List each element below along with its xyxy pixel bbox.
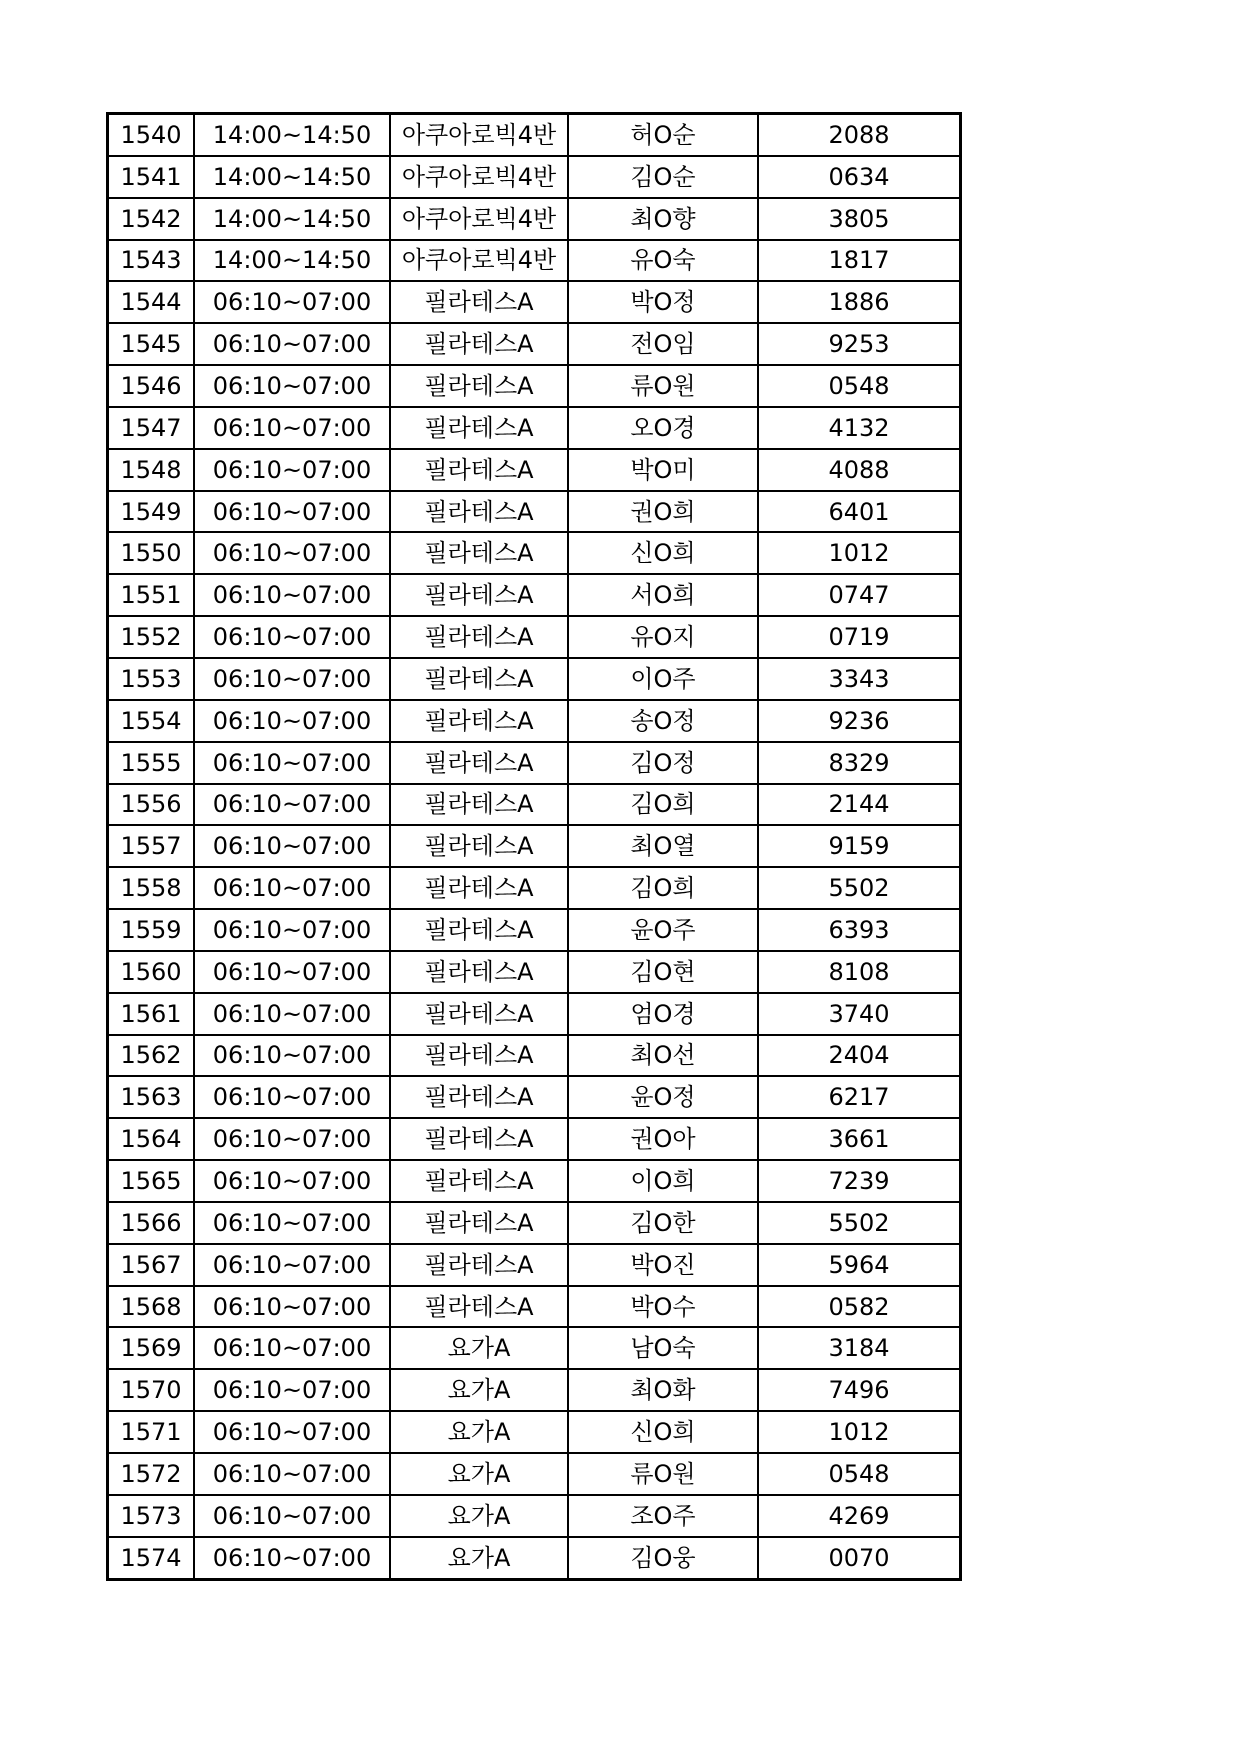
cell-class: 요가A xyxy=(390,1453,568,1495)
registration-table-container xyxy=(106,112,962,1581)
cell-code: 0548 xyxy=(758,1453,961,1495)
table-row xyxy=(108,1453,961,1495)
cell-number: 1561 xyxy=(108,993,195,1035)
cell-time: 06:10~07:00 xyxy=(194,1495,390,1537)
cell-code: 0582 xyxy=(758,1286,961,1328)
registration-table xyxy=(106,112,962,1581)
cell-class: 아쿠아로빅4반 xyxy=(390,240,568,282)
table-row xyxy=(108,114,961,156)
cell-name: 남O숙 xyxy=(568,1327,758,1369)
cell-number: 1551 xyxy=(108,574,195,616)
table-row xyxy=(108,658,961,700)
cell-name: 신O희 xyxy=(568,1411,758,1453)
cell-number: 1558 xyxy=(108,867,195,909)
cell-number: 1554 xyxy=(108,700,195,742)
cell-class: 필라테스A xyxy=(390,281,568,323)
cell-code: 6393 xyxy=(758,909,961,951)
cell-name: 김O한 xyxy=(568,1202,758,1244)
cell-code: 0070 xyxy=(758,1537,961,1579)
cell-name: 김O정 xyxy=(568,742,758,784)
cell-name: 김O희 xyxy=(568,867,758,909)
cell-name: 송O정 xyxy=(568,700,758,742)
cell-code: 3661 xyxy=(758,1118,961,1160)
table-row xyxy=(108,784,961,826)
cell-number: 1543 xyxy=(108,240,195,282)
cell-number: 1550 xyxy=(108,532,195,574)
cell-number: 1548 xyxy=(108,449,195,491)
cell-code: 3184 xyxy=(758,1327,961,1369)
cell-code: 0548 xyxy=(758,365,961,407)
cell-name: 최O화 xyxy=(568,1369,758,1411)
table-row xyxy=(108,1035,961,1077)
cell-class: 필라테스A xyxy=(390,867,568,909)
cell-class: 필라테스A xyxy=(390,574,568,616)
cell-time: 06:10~07:00 xyxy=(194,951,390,993)
table-row xyxy=(108,240,961,282)
cell-code: 9159 xyxy=(758,825,961,867)
cell-number: 1566 xyxy=(108,1202,195,1244)
cell-name: 박O진 xyxy=(568,1244,758,1286)
cell-code: 1012 xyxy=(758,1411,961,1453)
cell-name: 박O정 xyxy=(568,281,758,323)
cell-class: 아쿠아로빅4반 xyxy=(390,114,568,156)
table-row xyxy=(108,1160,961,1202)
cell-time: 06:10~07:00 xyxy=(194,825,390,867)
cell-class: 요가A xyxy=(390,1369,568,1411)
cell-name: 류O원 xyxy=(568,365,758,407)
cell-class: 필라테스A xyxy=(390,323,568,365)
cell-time: 06:10~07:00 xyxy=(194,365,390,407)
cell-name: 서O희 xyxy=(568,574,758,616)
cell-time: 06:10~07:00 xyxy=(194,700,390,742)
cell-name: 류O원 xyxy=(568,1453,758,1495)
cell-class: 필라테스A xyxy=(390,1244,568,1286)
cell-number: 1567 xyxy=(108,1244,195,1286)
cell-number: 1560 xyxy=(108,951,195,993)
table-row xyxy=(108,700,961,742)
cell-number: 1541 xyxy=(108,156,195,198)
cell-time: 14:00~14:50 xyxy=(194,156,390,198)
cell-code: 4132 xyxy=(758,407,961,449)
cell-number: 1570 xyxy=(108,1369,195,1411)
cell-code: 6401 xyxy=(758,491,961,533)
cell-name: 이O주 xyxy=(568,658,758,700)
cell-number: 1565 xyxy=(108,1160,195,1202)
cell-number: 1563 xyxy=(108,1076,195,1118)
cell-class: 필라테스A xyxy=(390,951,568,993)
cell-time: 06:10~07:00 xyxy=(194,1118,390,1160)
cell-class: 요가A xyxy=(390,1495,568,1537)
cell-class: 필라테스A xyxy=(390,1286,568,1328)
cell-name: 김O순 xyxy=(568,156,758,198)
cell-class: 필라테스A xyxy=(390,365,568,407)
cell-number: 1568 xyxy=(108,1286,195,1328)
table-row xyxy=(108,281,961,323)
cell-code: 6217 xyxy=(758,1076,961,1118)
table-row xyxy=(108,365,961,407)
cell-time: 06:10~07:00 xyxy=(194,1327,390,1369)
cell-time: 06:10~07:00 xyxy=(194,1286,390,1328)
cell-name: 윤O정 xyxy=(568,1076,758,1118)
cell-class: 필라테스A xyxy=(390,700,568,742)
cell-class: 필라테스A xyxy=(390,449,568,491)
cell-code: 2144 xyxy=(758,784,961,826)
cell-class: 요가A xyxy=(390,1537,568,1579)
cell-code: 3805 xyxy=(758,198,961,240)
cell-number: 1540 xyxy=(108,114,195,156)
cell-class: 필라테스A xyxy=(390,491,568,533)
cell-class: 필라테스A xyxy=(390,532,568,574)
cell-time: 06:10~07:00 xyxy=(194,449,390,491)
cell-number: 1556 xyxy=(108,784,195,826)
table-row xyxy=(108,407,961,449)
cell-time: 06:10~07:00 xyxy=(194,1537,390,1579)
cell-code: 7239 xyxy=(758,1160,961,1202)
cell-name: 유O지 xyxy=(568,616,758,658)
cell-time: 06:10~07:00 xyxy=(194,993,390,1035)
cell-time: 14:00~14:50 xyxy=(194,198,390,240)
table-row xyxy=(108,323,961,365)
cell-code: 5964 xyxy=(758,1244,961,1286)
cell-number: 1546 xyxy=(108,365,195,407)
cell-class: 필라테스A xyxy=(390,742,568,784)
cell-time: 06:10~07:00 xyxy=(194,1160,390,1202)
cell-number: 1574 xyxy=(108,1537,195,1579)
cell-name: 권O아 xyxy=(568,1118,758,1160)
cell-time: 14:00~14:50 xyxy=(194,114,390,156)
cell-code: 1886 xyxy=(758,281,961,323)
cell-time: 06:10~07:00 xyxy=(194,323,390,365)
cell-class: 필라테스A xyxy=(390,1118,568,1160)
cell-name: 이O희 xyxy=(568,1160,758,1202)
cell-code: 1817 xyxy=(758,240,961,282)
cell-class: 필라테스A xyxy=(390,1035,568,1077)
cell-time: 06:10~07:00 xyxy=(194,909,390,951)
cell-class: 요가A xyxy=(390,1411,568,1453)
cell-name: 오O경 xyxy=(568,407,758,449)
cell-code: 9253 xyxy=(758,323,961,365)
cell-time: 06:10~07:00 xyxy=(194,491,390,533)
table-row xyxy=(108,867,961,909)
cell-time: 06:10~07:00 xyxy=(194,281,390,323)
cell-name: 허O순 xyxy=(568,114,758,156)
cell-number: 1557 xyxy=(108,825,195,867)
cell-name: 유O숙 xyxy=(568,240,758,282)
cell-time: 06:10~07:00 xyxy=(194,1453,390,1495)
cell-time: 06:10~07:00 xyxy=(194,616,390,658)
cell-name: 윤O주 xyxy=(568,909,758,951)
cell-code: 7496 xyxy=(758,1369,961,1411)
cell-name: 엄O경 xyxy=(568,993,758,1035)
cell-code: 3343 xyxy=(758,658,961,700)
cell-code: 5502 xyxy=(758,1202,961,1244)
table-row xyxy=(108,449,961,491)
table-row xyxy=(108,574,961,616)
table-row xyxy=(108,825,961,867)
table-row xyxy=(108,1369,961,1411)
cell-class: 필라테스A xyxy=(390,1160,568,1202)
cell-number: 1544 xyxy=(108,281,195,323)
cell-number: 1542 xyxy=(108,198,195,240)
cell-time: 06:10~07:00 xyxy=(194,1411,390,1453)
cell-number: 1552 xyxy=(108,616,195,658)
cell-code: 0719 xyxy=(758,616,961,658)
cell-code: 1012 xyxy=(758,532,961,574)
table-row xyxy=(108,1244,961,1286)
cell-name: 권O희 xyxy=(568,491,758,533)
cell-name: 조O주 xyxy=(568,1495,758,1537)
cell-class: 필라테스A xyxy=(390,1202,568,1244)
cell-time: 06:10~07:00 xyxy=(194,532,390,574)
cell-time: 06:10~07:00 xyxy=(194,1202,390,1244)
cell-class: 필라테스A xyxy=(390,993,568,1035)
table-row xyxy=(108,1327,961,1369)
table-row xyxy=(108,1495,961,1537)
table-row xyxy=(108,198,961,240)
table-row xyxy=(108,1537,961,1579)
cell-code: 2088 xyxy=(758,114,961,156)
cell-class: 아쿠아로빅4반 xyxy=(390,198,568,240)
cell-number: 1564 xyxy=(108,1118,195,1160)
cell-code: 0747 xyxy=(758,574,961,616)
cell-number: 1559 xyxy=(108,909,195,951)
cell-time: 14:00~14:50 xyxy=(194,240,390,282)
cell-time: 06:10~07:00 xyxy=(194,1076,390,1118)
table-row xyxy=(108,491,961,533)
cell-name: 신O희 xyxy=(568,532,758,574)
cell-number: 1571 xyxy=(108,1411,195,1453)
cell-time: 06:10~07:00 xyxy=(194,1369,390,1411)
cell-name: 전O임 xyxy=(568,323,758,365)
cell-class: 요가A xyxy=(390,1327,568,1369)
cell-code: 4088 xyxy=(758,449,961,491)
cell-number: 1555 xyxy=(108,742,195,784)
cell-name: 최O선 xyxy=(568,1035,758,1077)
cell-time: 06:10~07:00 xyxy=(194,407,390,449)
cell-code: 8108 xyxy=(758,951,961,993)
table-row xyxy=(108,532,961,574)
cell-code: 2404 xyxy=(758,1035,961,1077)
cell-code: 5502 xyxy=(758,867,961,909)
cell-class: 필라테스A xyxy=(390,407,568,449)
cell-name: 김O희 xyxy=(568,784,758,826)
cell-class: 필라테스A xyxy=(390,825,568,867)
cell-name: 김O현 xyxy=(568,951,758,993)
table-row xyxy=(108,1286,961,1328)
cell-class: 필라테스A xyxy=(390,784,568,826)
table-row xyxy=(108,742,961,784)
cell-time: 06:10~07:00 xyxy=(194,742,390,784)
cell-number: 1569 xyxy=(108,1327,195,1369)
cell-class: 필라테스A xyxy=(390,616,568,658)
cell-code: 3740 xyxy=(758,993,961,1035)
cell-code: 8329 xyxy=(758,742,961,784)
cell-number: 1562 xyxy=(108,1035,195,1077)
cell-class: 필라테스A xyxy=(390,909,568,951)
table-row xyxy=(108,1076,961,1118)
cell-code: 0634 xyxy=(758,156,961,198)
cell-number: 1545 xyxy=(108,323,195,365)
cell-time: 06:10~07:00 xyxy=(194,1035,390,1077)
cell-code: 9236 xyxy=(758,700,961,742)
table-row xyxy=(108,909,961,951)
table-row xyxy=(108,1411,961,1453)
cell-number: 1553 xyxy=(108,658,195,700)
cell-name: 김O웅 xyxy=(568,1537,758,1579)
cell-class: 필라테스A xyxy=(390,658,568,700)
cell-time: 06:10~07:00 xyxy=(194,574,390,616)
cell-number: 1547 xyxy=(108,407,195,449)
cell-time: 06:10~07:00 xyxy=(194,658,390,700)
cell-name: 최O향 xyxy=(568,198,758,240)
table-row xyxy=(108,1202,961,1244)
cell-number: 1572 xyxy=(108,1453,195,1495)
cell-time: 06:10~07:00 xyxy=(194,867,390,909)
table-row xyxy=(108,993,961,1035)
table-row xyxy=(108,156,961,198)
cell-code: 4269 xyxy=(758,1495,961,1537)
cell-number: 1573 xyxy=(108,1495,195,1537)
table-row xyxy=(108,951,961,993)
table-row xyxy=(108,1118,961,1160)
cell-name: 박O미 xyxy=(568,449,758,491)
cell-name: 최O열 xyxy=(568,825,758,867)
cell-class: 아쿠아로빅4반 xyxy=(390,156,568,198)
cell-class: 필라테스A xyxy=(390,1076,568,1118)
cell-time: 06:10~07:00 xyxy=(194,784,390,826)
cell-number: 1549 xyxy=(108,491,195,533)
table-row xyxy=(108,616,961,658)
cell-time: 06:10~07:00 xyxy=(194,1244,390,1286)
cell-name: 박O수 xyxy=(568,1286,758,1328)
table-body xyxy=(108,114,961,1580)
